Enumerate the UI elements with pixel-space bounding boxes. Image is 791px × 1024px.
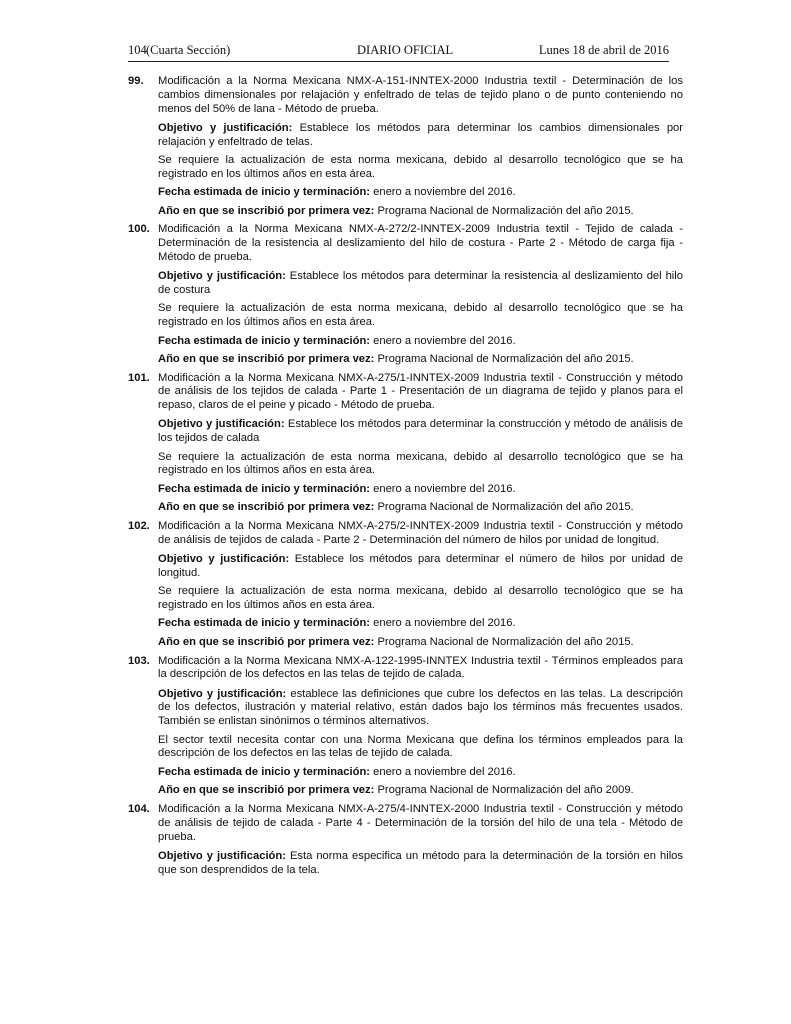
objetivo-text: Establece los métodos para determinar el número de hilos por unidad de longitud. xyxy=(158,553,683,579)
anio-paragraph xyxy=(158,501,683,515)
entry-title: Modificación a la Norma Mexicana NMX-A-275/2-INNTEX-2009 Industria textil - Construcción y método de análisis de tejidos de calada - Parte 2 - Determinación del número de hilos por unidad de longitud. xyxy=(158,520,683,546)
entry-number: 101. xyxy=(128,371,150,384)
fecha-label: Fecha estimada de inicio y terminación: xyxy=(158,186,371,199)
fecha-paragraph xyxy=(158,766,683,780)
objetivo-paragraph xyxy=(158,270,683,298)
objetivo-text: Establece los métodos para determinar la resistencia al deslizamiento del hilo de costura xyxy=(158,270,683,296)
fecha-label: Fecha estimada de inicio y terminación: xyxy=(158,765,371,778)
objetivo-text: Esta norma especifica un método para la determinación de la torsión en hilos que son desprendidos de la tela. xyxy=(158,849,683,876)
page-header xyxy=(128,43,669,59)
entry-101 xyxy=(128,372,683,515)
objetivo-paragraph xyxy=(158,553,683,581)
extra-paragraph: Se requiere la actualización de esta norma mexicana, debido al desarrollo tecnológico que se ha registrado en los últimos años en esta área. xyxy=(158,302,683,329)
anio-paragraph xyxy=(158,636,683,650)
entry-102 xyxy=(128,520,683,650)
anio-label: Año en que se inscribió por primera vez: xyxy=(158,352,375,365)
extra-paragraph: El sector textil necesita contar con una Norma Mexicana que defina los términos empleados para la descripción de los defectos en las telas de tejido de calada. xyxy=(158,733,683,760)
fecha-text: enero a noviembre del 2016. xyxy=(370,617,516,630)
entry-number: 100. xyxy=(128,223,150,236)
objetivo-paragraph xyxy=(158,688,683,729)
objetivo-text: establece las definiciones que cubre los defectos en las telas. La descripción de los defectos, ilustración y material relativo, están dados bajo los términos más frecuentes usados. También se enlistan sinónimos o términos alternativos. xyxy=(158,687,683,728)
entry-title: Modificación a la Norma Mexicana NMX-A-122-1995-INNTEX Industria textil - Términos empleados para la descripción de los defectos en las telas de tejido de calada. xyxy=(158,654,683,681)
objetivo-label: Objetivo y justificación: xyxy=(158,418,285,431)
entry-104 xyxy=(128,803,683,877)
anio-paragraph xyxy=(158,353,683,367)
entry-103 xyxy=(128,655,683,798)
objetivo-paragraph xyxy=(158,418,683,446)
fecha-text: enero a noviembre del 2016. xyxy=(370,765,516,778)
anio-text: Programa Nacional de Normalización del año 2015. xyxy=(374,501,634,514)
fecha-paragraph xyxy=(158,335,683,349)
document-body xyxy=(128,75,683,882)
entry-title: Modificación a la Norma Mexicana NMX-A-151-INNTEX-2000 Industria textil - Determinación de los cambios dimensionales por relajación y enfeltrado de telas de tejido plano o de punto conteniendo no menos del 50% de lana - Método de prueba. xyxy=(158,75,683,115)
objetivo-label: Objetivo y justificación: xyxy=(158,553,290,566)
anio-paragraph xyxy=(158,784,683,798)
entry-title: Modificación a la Norma Mexicana NMX-A-275/4-INNTEX-2000 Industria textil - Construcción y método de análisis de tejido de calada - Parte 4 - Determinación de la torsión del hilo de una tela - Método de prueba. xyxy=(158,802,683,843)
objetivo-text: Establece los métodos para determinar los cambios dimensionales por relajación y enfeltrado de telas. xyxy=(158,121,683,148)
fecha-paragraph xyxy=(158,483,683,497)
entry-number: 104. xyxy=(128,802,150,815)
objetivo-label: Objetivo y justificación: xyxy=(158,121,293,134)
objetivo-label: Objetivo y justificación: xyxy=(158,270,286,283)
anio-text: Programa Nacional de Normalización del año 2015. xyxy=(374,352,634,365)
anio-text: Programa Nacional de Normalización del año 2015. xyxy=(374,635,634,648)
entry-100 xyxy=(128,223,683,366)
fecha-text: enero a noviembre del 2016. xyxy=(370,334,516,347)
header-rule xyxy=(128,61,669,62)
anio-label: Año en que se inscribió por primera vez: xyxy=(158,635,375,648)
extra-paragraph: Se requiere la actualización de esta norma mexicana, debido al desarrollo tecnológico que se ha registrado en los últimos años en esta área. xyxy=(158,585,683,611)
section-label: (Cuarta Sección) xyxy=(146,43,231,57)
anio-label: Año en que se inscribió por primera vez: xyxy=(158,501,375,514)
fecha-paragraph xyxy=(158,186,683,200)
publication-date: Lunes 18 de abril de 2016 xyxy=(538,43,669,57)
entry-title: Modificación a la Norma Mexicana NMX-A-272/2-INNTEX-2009 Industria textil - Tejido de calada - Determinación de la resistencia al deslizamiento del hilo de costura - Parte 2 - Método de carga fija - Método de prueba. xyxy=(158,223,683,263)
anio-text: Programa Nacional de Normalización del año 2015. xyxy=(374,204,634,217)
extra-paragraph: Se requiere la actualización de esta norma mexicana, debido al desarrollo tecnológico que se ha registrado en los últimos años en esta área. xyxy=(158,450,683,477)
fecha-label: Fecha estimada de inicio y terminación: xyxy=(158,617,371,630)
fecha-text: enero a noviembre del 2016. xyxy=(370,186,516,199)
anio-paragraph xyxy=(158,205,683,219)
fecha-label: Fecha estimada de inicio y terminación: xyxy=(158,334,371,347)
objetivo-label: Objetivo y justificación: xyxy=(158,687,287,700)
extra-paragraph: Se requiere la actualización de esta norma mexicana, debido al desarrollo tecnológico que se ha registrado en los últimos años en esta área. xyxy=(158,153,683,180)
entry-number: 103. xyxy=(128,654,150,667)
anio-text: Programa Nacional de Normalización del año 2009. xyxy=(374,784,634,797)
entry-title: Modificación a la Norma Mexicana NMX-A-275/1-INNTEX-2009 Industria textil - Construcción y método de análisis de los tejidos de calada - Parte 1 - Presentación de un diagrama de tejido y planos para el repaso, claros de el peine y picado - Método de prueba. xyxy=(158,371,683,412)
anio-label: Año en que se inscribió por primera vez: xyxy=(158,784,375,797)
publication-title: DIARIO OFICIAL xyxy=(357,43,454,57)
fecha-label: Fecha estimada de inicio y terminación: xyxy=(158,482,371,495)
objetivo-paragraph xyxy=(158,850,683,878)
entry-number: 102. xyxy=(128,520,150,533)
objetivo-label: Objetivo y justificación: xyxy=(158,849,286,862)
fecha-paragraph xyxy=(158,617,683,631)
objetivo-text: Establece los métodos para determinar la construcción y método de análisis de los tejidos de calada xyxy=(158,418,683,445)
objetivo-paragraph xyxy=(158,122,683,150)
entry-99 xyxy=(128,75,683,218)
anio-label: Año en que se inscribió por primera vez: xyxy=(158,204,375,217)
entry-number: 99. xyxy=(128,75,144,87)
page-number: 104 xyxy=(128,43,147,57)
fecha-text: enero a noviembre del 2016. xyxy=(370,482,516,495)
